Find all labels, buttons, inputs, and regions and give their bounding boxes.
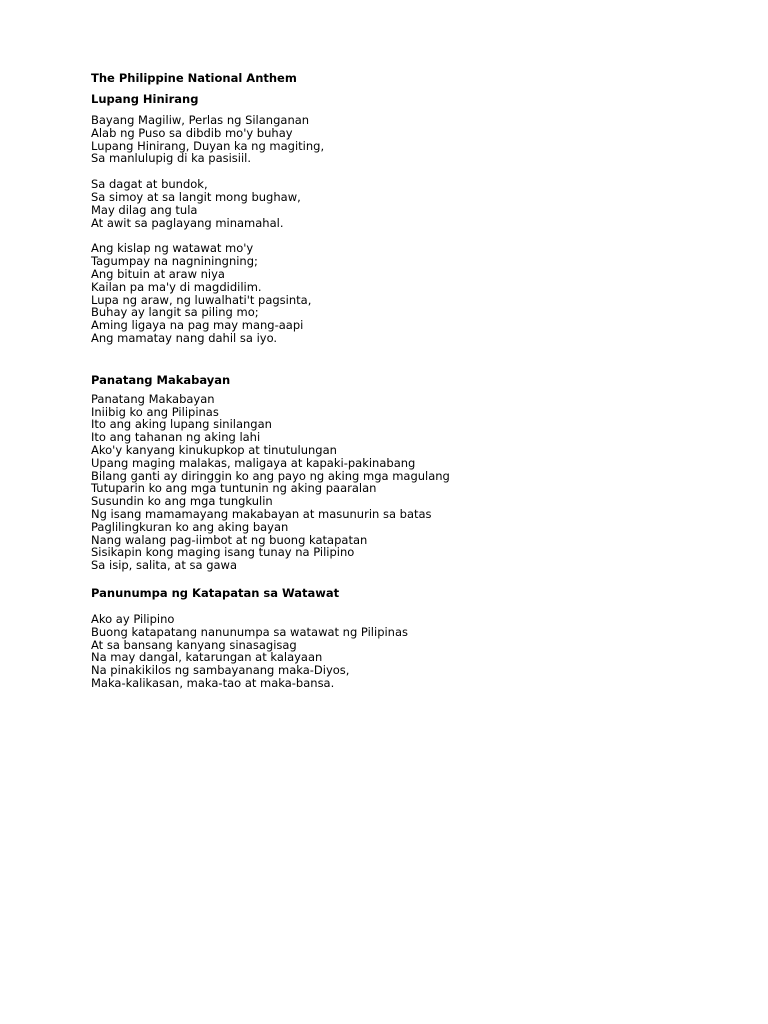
verse-line: Susundin ko ang mga tungkulin <box>91 494 273 509</box>
verse-line: Lupang Hinirang, Duyan ka ng magiting, <box>91 138 325 153</box>
stanza <box>91 613 731 690</box>
verse-line: Buhay ay langit sa piling mo; <box>91 305 259 320</box>
stanza <box>91 178 731 229</box>
verse-line: Bayang Magiliw, Perlas ng Silanganan <box>91 113 310 127</box>
stanza <box>91 242 731 344</box>
verse-line: Ito ang tahanan ng aking lahi <box>91 430 261 445</box>
verse-line: Sa isip, salita, at sa gawa <box>91 558 237 573</box>
verse-line: At sa bansang kanyang sinasagisag <box>91 637 297 652</box>
verse-line: Aming ligaya na pag may mang-aapi <box>91 318 304 333</box>
verse-line: Lupa ng araw, ng luwalhati't pagsinta, <box>91 292 312 307</box>
verse-line: Tutuparin ko ang mga tuntunin ng aking paaralan <box>91 481 377 496</box>
verse-line: Ang bituin at araw niya <box>91 266 225 281</box>
verse-line: May dilag ang tula <box>91 202 198 217</box>
verse-line: Sisikapin kong maging isang tunay na Pilipino <box>91 545 355 560</box>
section-heading-panunumpa: Panunumpa ng Katapatan sa Watawat <box>91 585 340 600</box>
section-heading-lupang-hinirang: Lupang Hinirang <box>91 92 199 106</box>
verse-line: Ang mamatay nang dahil sa iyo. <box>91 330 278 345</box>
verse-line: Ng isang mamamayang makabayan at masunurin sa batas <box>91 506 432 521</box>
verse-line: At awit sa paglayang minamahal. <box>91 215 284 230</box>
verse-line: Iniibig ko ang Pilipinas <box>91 404 219 419</box>
verse-line: Ito ang aking lupang sinilangan <box>91 417 272 432</box>
document-title: The Philippine National Anthem <box>91 71 297 85</box>
verse-line: Alab ng Puso sa dibdib mo'y buhay <box>91 125 293 140</box>
section-heading-panatang-makabayan: Panatang Makabayan <box>91 372 231 387</box>
verse-line: Sa simoy at sa langit mong bughaw, <box>91 189 301 204</box>
verse-line: Paglilingkuran ko ang aking bayan <box>91 519 289 534</box>
verse-line: Ang kislap ng watawat mo'y <box>91 241 254 256</box>
stanza <box>91 114 731 165</box>
verse-line: Upang maging malakas, maligaya at kapaki-pakinabang <box>91 455 416 470</box>
verse-line: Sa dagat at bundok, <box>91 177 208 192</box>
verse-line: Bilang ganti ay diringgin ko ang payo ng aking mga magulang <box>91 468 450 483</box>
verse-line: Na may dangal, katarungan at kalayaan <box>91 650 323 665</box>
verse-line: Maka-kalikasan, maka-tao at maka-bansa. <box>91 675 335 690</box>
verse-line: Buong katapatang nanunumpa sa watawat ng Pilipinas <box>91 624 409 639</box>
verse-line: Na pinakikilos ng sambayanang maka-Diyos, <box>91 663 350 678</box>
verse-line: Panatang Makabayan <box>91 391 215 406</box>
verse-line: Tagumpay na nagniningning; <box>91 254 258 269</box>
verse-line: Kailan pa ma'y di magdidilim. <box>91 279 262 294</box>
verse-line: Nang walang pag-iimbot at ng buong katapatan <box>91 532 368 547</box>
verse-line: Ako ay Pilipino <box>91 611 175 626</box>
verse-line: Sa manlulupig di ka pasisiil. <box>91 151 252 166</box>
document-body <box>91 71 731 690</box>
stanza <box>91 393 731 572</box>
verse-line: Ako'y kanyang kinukupkop at tinutulungan <box>91 442 337 457</box>
